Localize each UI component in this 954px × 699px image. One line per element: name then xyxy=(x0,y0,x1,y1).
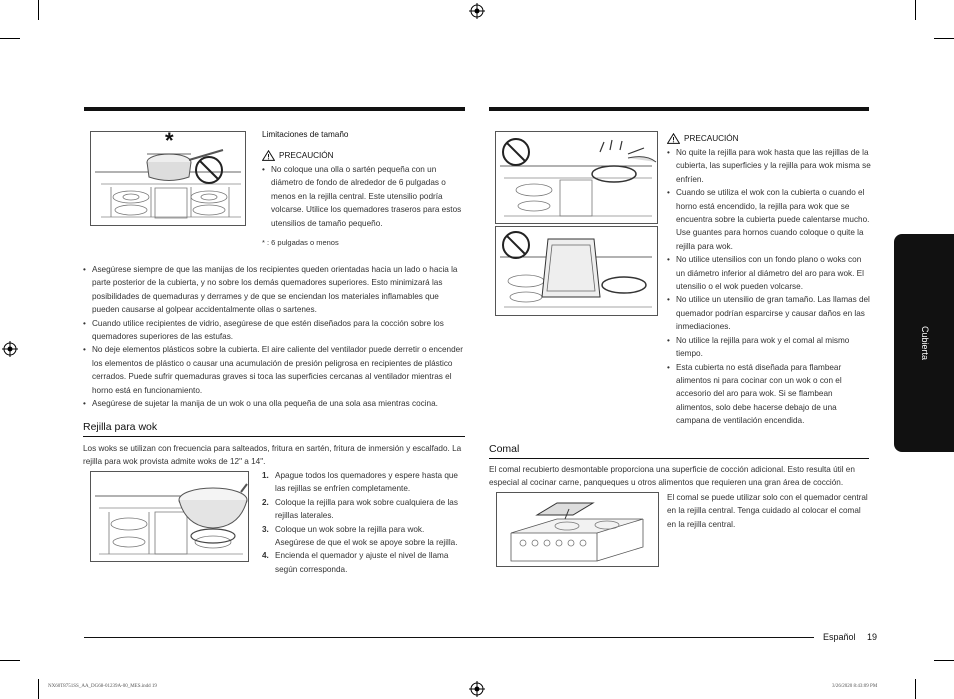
registration-mark-icon xyxy=(469,3,485,19)
small-pot-illustration xyxy=(90,128,246,226)
crop-mark xyxy=(0,38,20,39)
list-item: • No quite la rejilla para wok hasta que las rejillas de la cubierta, las superficies y la rejilla para wok misma se enfríen. xyxy=(667,146,872,186)
section-tab-label: Cubierta xyxy=(920,326,930,361)
asterisk-mark: * xyxy=(165,128,174,153)
footer-language: Español xyxy=(823,632,856,642)
wok-rack-removal-illustration xyxy=(495,131,658,224)
footnote: * : 6 pulgadas o menos xyxy=(262,238,339,248)
wok-rack-heading: Rejilla para wok xyxy=(83,421,158,433)
caution-title: PRECAUCIÓN xyxy=(279,151,334,160)
registration-mark-icon xyxy=(2,341,18,357)
list-item: • No utilice la rejilla para wok y el comal al mismo tiempo. xyxy=(667,334,872,361)
safety-bullets xyxy=(83,263,463,410)
list-item: 2. Coloque la rejilla para wok sobre cualquiera de las rejillas laterales. xyxy=(262,497,458,521)
list-item: • No utilice utensilios con un fondo plano o woks con un diámetro inferior al diámetro del aro para wok. El utensilio o el wok pueden volcarse. xyxy=(667,253,872,293)
right-column-rule xyxy=(489,107,869,111)
right-caution-section xyxy=(667,133,872,428)
left-column-rule xyxy=(84,107,465,111)
footer-rule xyxy=(84,637,814,638)
list-item: • Asegúrese de sujetar la manija de un wok o una olla pequeña de una sola asa mientras cocina. xyxy=(83,397,463,410)
list-item: 4. Encienda el quemador y ajuste el nivel de llama según corresponda. xyxy=(262,551,449,574)
print-timestamp: 3/26/2020 8:43:09 PM xyxy=(832,684,878,689)
print-file-meta: NX60T8751SS_AA_DG68-01239A-00_MES.indd 19 xyxy=(48,684,157,689)
comal-with-wok-rack-illustration xyxy=(495,226,658,316)
size-limits-title: Limitaciones de tamaño xyxy=(262,130,349,139)
caution-list xyxy=(262,163,467,230)
comal-intro: El comal recubierto desmontable proporciona una superficie de cocción adicional. Esto resulta útil en especial al cocinar carne, panqueques u otros alimentos que requieren una gran área de cocción. xyxy=(489,465,855,488)
warning-triangle-icon xyxy=(262,150,275,161)
list-item: • Cuando se utiliza el wok con la cubierta o cuando el horno está encendido, la rejilla para wok que se encuentra sobre la cubierta puede calentarse mucho. Use guantes para hornos cuando coloque o quite la rejilla para wok. xyxy=(667,186,872,253)
wok-steps xyxy=(262,469,465,576)
page-footer xyxy=(823,632,877,642)
comal-note: El comal se puede utilizar solo con el quemador central en la rejilla central. Tenga cuidado al colocar el comal en la rejilla central. xyxy=(667,493,868,529)
list-item: • Cuando utilice recipientes de vidrio, asegúrese de que estén diseñados para la cocción sobre los quemadores superiores de las estufas. xyxy=(83,317,463,344)
crop-mark xyxy=(915,679,916,699)
caution-header xyxy=(262,150,467,161)
crop-mark xyxy=(934,38,954,39)
comal-heading: Comal xyxy=(489,443,520,455)
warning-triangle-icon xyxy=(667,133,680,144)
list-item: • Esta cubierta no está diseñada para flambear alimentos ni para cocinar con un wok o con el accesorio del aro para wok. Si se flambean alimentos, solo debe hacerse debajo de una campana de ventilación encendida. xyxy=(667,361,872,428)
size-limits-section xyxy=(262,130,467,249)
list-item: • No deje elementos plásticos sobre la cubierta. El aire caliente del ventilador puede derretir o encender los elementos de plástico o causar una acumulación de presión peligrosa en recipientes de plástico cerrados. Puede sufrir quemaduras graves si toca las superficies cercanas al ventilador mientras el horno está en funcionamiento. xyxy=(83,343,463,397)
crop-mark xyxy=(38,0,39,20)
section-tab xyxy=(894,234,954,452)
comal-placement-illustration xyxy=(496,492,659,567)
caution-title: PRECAUCIÓN xyxy=(684,134,739,143)
crop-mark xyxy=(915,0,916,20)
crop-mark xyxy=(0,660,20,661)
list-item: 1. Apague todos los quemadores y espere hasta que las rejillas se enfríen completamente. xyxy=(262,471,458,494)
wok-intro: Los woks se utilizan con frecuencia para salteados, fritura en sartén, fritura de inmersión y escalfado. La rejilla para wok provista admite woks de 12" a 14". xyxy=(83,444,462,467)
list-item: 3. Coloque un wok sobre la rejilla para wok. Asegúrese de que el wok se apoye sobre la rejilla. xyxy=(262,524,458,548)
list-item: • Asegúrese siempre de que las manijas de los recipientes queden orientadas hacia un lado o hacia la parte posterior de la cubierta, y no sobre los demás quemadores superiores. Esto minimizará las posibilidades de quemaduras y derrames y de que se enciendan los materiales inflamables que pueden causarse al golpear accidentalmente ollas o sartenes. xyxy=(83,263,463,317)
wok-rack-illustration xyxy=(90,471,249,562)
page-number: 19 xyxy=(867,632,878,642)
crop-mark xyxy=(934,660,954,661)
crop-mark xyxy=(38,679,39,699)
caution-list xyxy=(667,146,872,428)
list-item: • No coloque una olla o sartén pequeña con un diámetro de fondo de alrededor de 6 pulgadas o menos en la rejilla central. Este utensilio podría volcarse. Utilice los quemadores traseros para estos utensilios de tamaño pequeño. xyxy=(262,163,467,230)
registration-mark-icon xyxy=(469,681,485,697)
list-item: • No utilice un utensilio de gran tamaño. Las llamas del quemador podrían esparcirse y causar daños en las inmediaciones. xyxy=(667,293,872,333)
section-divider xyxy=(83,436,465,437)
caution-header xyxy=(667,133,872,144)
section-divider xyxy=(489,458,869,459)
